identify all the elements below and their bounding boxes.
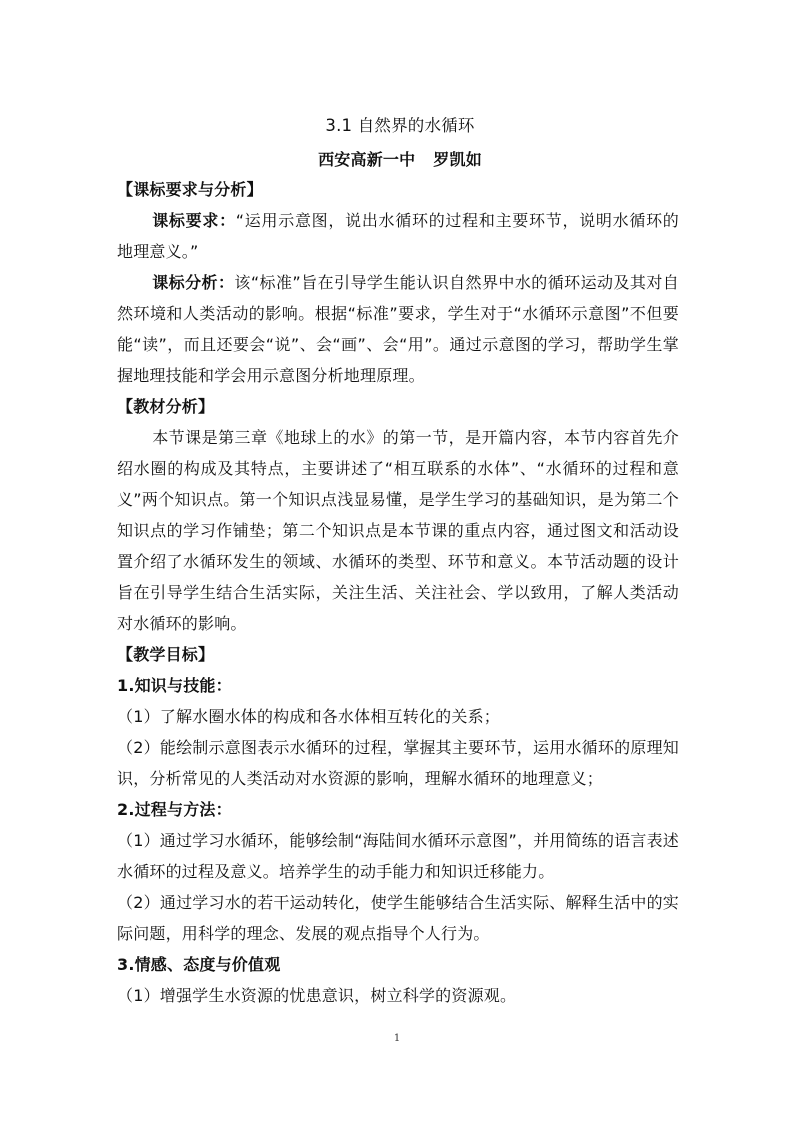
page-number: 1 [393,1033,401,1044]
requirement-text: “运用示意图，说出水循环的过程和主要环节，说明水循环的地理意义。” [117,211,679,261]
objective-process-heading: 2.过程与方法： [117,800,232,819]
objective-item: （1）增强学生水资源的忧患意识，树立科学的资源观。 [117,986,517,1005]
objective-knowledge-heading: 1.知识与技能： [117,676,232,695]
standards-analysis-paragraph [117,267,679,391]
document-body [117,112,679,1011]
objective-item: （2）能绘制示意图表示水循环的过程，掌握其主要环节，运用水循环的原理知识，分析常见的人类活动对水资源的影响，理解水循环的地理意义； [117,738,679,788]
author-line [235,146,565,174]
section-heading-objectives: 【教学目标】 [117,645,215,664]
author-name: 罗凯如 [433,150,482,169]
requirement-label: 课标要求： [152,211,236,230]
objective-item: （1）通过学习水循环，能够绘制“海陆间水循环示意图”，并用简练的语言表述水循环的过程及意义。培养学生的动手能力和知识迁移能力。 [117,831,679,881]
author-school: 西安高新一中 [318,150,416,169]
objective-item: （2）通过学习水的若干运动转化，使学生能够结合生活实际、解释生活中的实际问题，用科学的理念、发展的观点指导个人行为。 [117,893,679,943]
analysis-text: 该“标准”旨在引导学生能认识自然界中水的循环运动及其对自然环境和人类活动的影响。根据“标准”要求，学生对于“水循环示意图”不但要能“读”，而且还要会“说”、会“画”、会“用”。通过示意图的学习，帮助学生掌握地理技能和学会用示意图分析地理原理。 [117,273,679,385]
objective-item: （1）了解水圈水体的构成和各水体相互转化的关系； [117,707,500,726]
document-title: 3.1 自然界的水循环 [325,116,475,135]
section-heading-textbook: 【教材分析】 [117,397,215,416]
section-heading-standards: 【课标要求与分析】 [117,180,263,199]
objective-attitude-heading: 3.情感、态度与价值观 [117,955,281,974]
analysis-label: 课标分析： [152,273,235,292]
standards-requirement-paragraph [117,205,679,267]
textbook-analysis-paragraph: 本节课是第三章《地球上的水》的第一节，是开篇内容，本节内容首先介绍水圈的构成及其特点，主要讲述了“相互联系的水体”、“水循环的过程和意义”两个知识点。第一个知识点浅显易懂，是学生学习的基础知识，是为第二个知识点的学习作铺垫；第二个知识点是本节课的重点内容，通过图文和活动设置介绍了水循环发生的领域、水循环的类型、环节和意义。本节活动题的设计旨在引导学生结合生活实际，关注生活、关注社会、学以致用，了解人类活动对水循环的影响。 [117,428,679,633]
